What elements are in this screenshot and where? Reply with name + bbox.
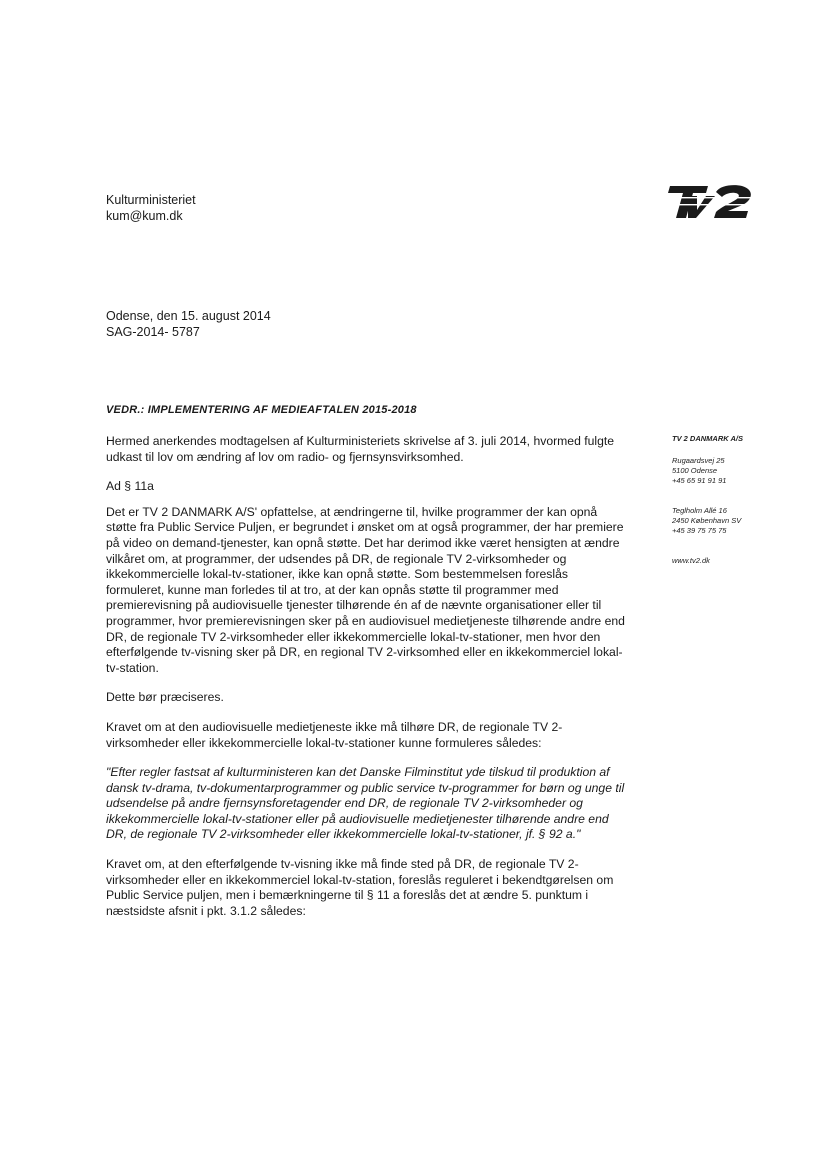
paragraph-requirement: Kravet om at den audiovisuelle medietjeneste ikke må tilhøre DR, de regionale TV 2-virksomheder eller ikkekommercielle lokal-tv-stationer kunne formuleres således: (106, 719, 563, 750)
address-street: Teglholm Allé 16 (672, 506, 727, 515)
address-city: 5100 Odense (672, 466, 718, 475)
case-reference: SAG-2014- 5787 (106, 325, 200, 339)
address-street: Rugaardsvej 25 (672, 456, 725, 465)
paragraph-proposal: Kravet om, at den efterfølgende tv-visning ikke må finde sted på DR, de regionale TV 2-virksomheder eller en ikkekommerciel lokal-tv-station, foreslås reguleret i bekendtgørelsen om Public Service puljen, men i bemærkningerne til § 11 a foreslås det at ændre 5. punktum i næstsidste afsnit i pkt. 3.1.2 således: (106, 857, 614, 918)
paragraph-intro: Hermed anerkendes modtagelsen af Kulturministeriets skrivelse af 3. juli 2014, hvormed fulgte udkast til lov om ændring af lov om radio- og fjernsynsvirksomhed. (106, 434, 615, 464)
sender-address-odense (672, 456, 782, 486)
sender-company: TV 2 DANMARK A/S (672, 434, 743, 443)
paragraph-quote: "Efter regler fastsat af kulturministeren kan det Danske Filminstitut yde tilskud til produktion af dansk tv-drama, tv-dokumentarprogrammer og public service tv-programmer for børn og unge til udsendelse på andre fjernsynsforetagender end DR, de regionale TV 2-virksomheder og ikkekommercielle lokal-tv-stationer eller på audiovisuelle medietjenester tilhørende andre end DR, de regionale TV 2-virksomheder eller ikkekommercielle lokal-tv-stationer, jf. § 92 a." (106, 765, 625, 842)
date-line: Odense, den 15. august 2014 (106, 309, 271, 323)
date-block (106, 308, 271, 340)
sender-website: www.tv2.dk (672, 556, 710, 565)
address-phone: +45 65 91 91 91 (672, 476, 727, 485)
subject-line: VEDR.: IMPLEMENTERING AF MEDIEAFTALEN 2015-2018 (106, 404, 417, 416)
recipient-name: Kulturministeriet (106, 193, 196, 207)
paragraph-opinion: Det er TV 2 DANMARK A/S' opfattelse, at ændringerne til, hvilke programmer der kan opnå støtte fra Public Service Puljen, er begrundet i ønsket om at også programmer, der har premiere på video on demand-tjenester, kan opnå støtte. Det har derimod ikke været hensigten at ændre vilkåret om, at programmer, der udsendes på DR, de regionale TV 2-virksomheder og ikkekommercielle lokal-tv-stationer, ikke kan opnå støtte. Som bestemmelsen foreslås formuleret, kunne man forledes til at tro, at der kan opnås støtte til programmer med premierevisning på audiovisuelle tjenester tilhørende én af de nævnte organisationer eller til programmer, hvor premierevisningen sker på en audiovisuel medietjeneste tilhørende andre end DR, de regionale TV 2-virksomheder eller ikkekommercielle lokal-tv-stationer, men hvor den efterfølgende tv-visning sker på DR, en regional TV 2-virksomhed eller en ikkekommerciel lokal-tv-station. (106, 504, 625, 675)
address-phone: +45 39 75 75 75 (672, 526, 727, 535)
sender-sidebar (672, 434, 782, 566)
sender-address-copenhagen (672, 506, 782, 536)
address-city: 2450 København SV (672, 516, 742, 525)
section-heading: Ad § 11a (106, 479, 154, 494)
tv2-logo-icon (664, 184, 756, 220)
recipient-block (106, 192, 196, 224)
paragraph-clarify: Dette bør præciseres. (106, 690, 224, 705)
tv2-logo (664, 184, 756, 220)
recipient-email: kum@kum.dk (106, 209, 183, 223)
letter-body (106, 434, 626, 933)
